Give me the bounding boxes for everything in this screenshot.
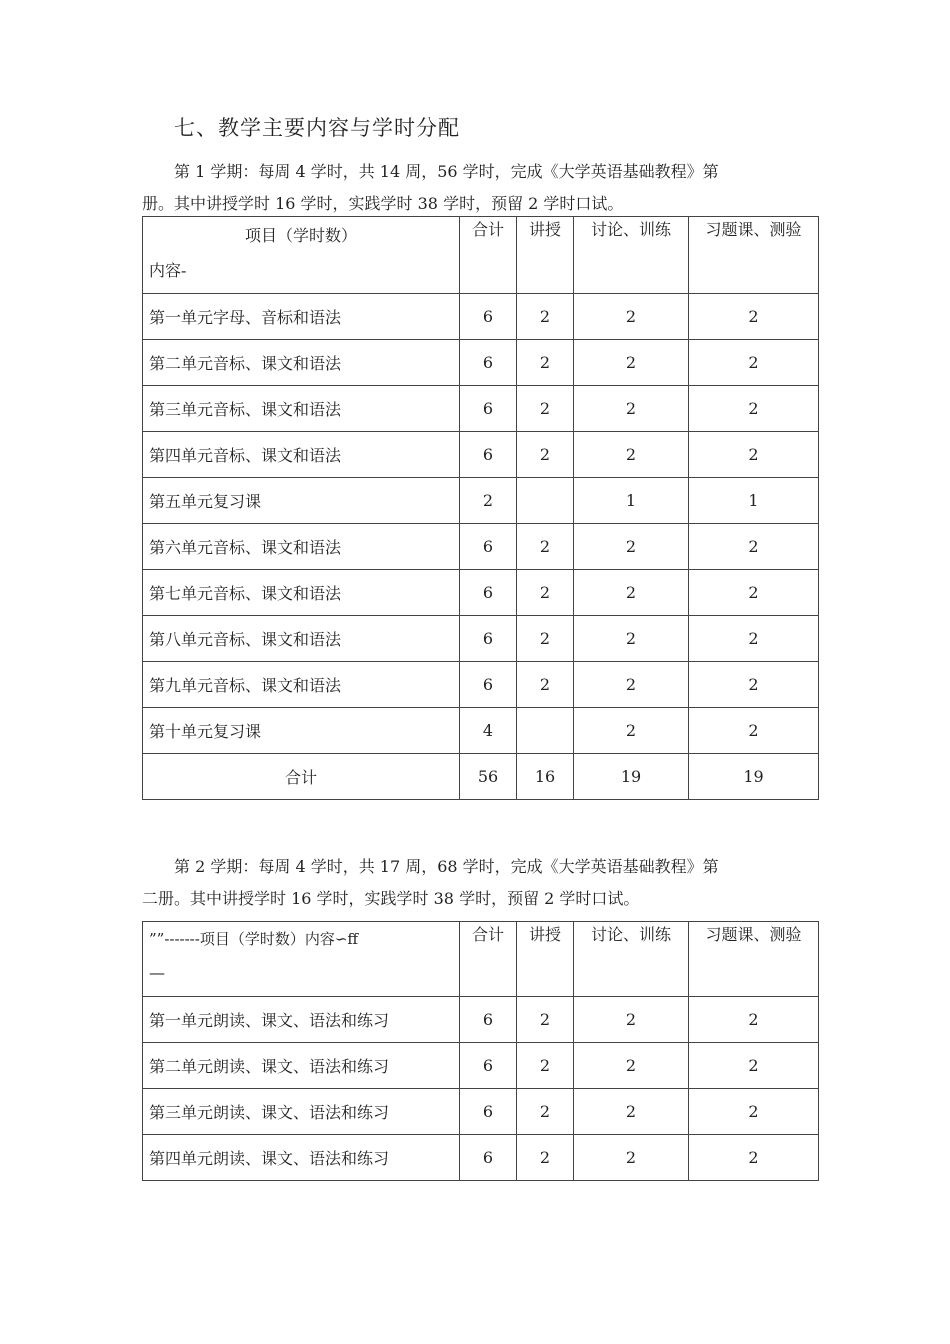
row-exercise: 2 xyxy=(689,432,819,478)
row-lecture: 2 xyxy=(517,432,574,478)
row-exercise: 2 xyxy=(689,1043,819,1089)
semester1-intro-line2: 册。其中讲授学时 16 学时，实践学时 38 学时，预留 2 学时口试。 xyxy=(142,194,624,213)
row-total: 6 xyxy=(460,1043,517,1089)
row-total: 6 xyxy=(460,524,517,570)
header-item-cell xyxy=(143,217,460,294)
header2-total: 合计 xyxy=(460,922,517,997)
semester2-intro-line1 xyxy=(142,851,822,883)
row-content: 第二单元朗读、课文、语法和练习 xyxy=(143,1043,460,1089)
header-lecture: 讲授 xyxy=(517,217,574,294)
row-content: 第八单元音标、课文和语法 xyxy=(143,616,460,662)
header2-item-line2: — xyxy=(149,963,165,982)
sum-discussion: 19 xyxy=(574,754,689,800)
row-exercise: 2 xyxy=(689,524,819,570)
semester1-sum-row xyxy=(143,754,819,800)
semester2-intro xyxy=(142,851,822,915)
row-discussion: 2 xyxy=(574,708,689,754)
row-exercise: 2 xyxy=(689,997,819,1043)
semester2-table xyxy=(142,921,819,1181)
row-exercise: 2 xyxy=(689,386,819,432)
header-exercise: 习题课、测验 xyxy=(689,217,819,294)
row-content: 第五单元复习课 xyxy=(143,478,460,524)
row-total: 6 xyxy=(460,1135,517,1181)
row-exercise: 2 xyxy=(689,1089,819,1135)
semester1-body xyxy=(143,294,819,754)
header2-discussion: 讨论、训练 xyxy=(574,922,689,997)
row-content: 第一单元字母、音标和语法 xyxy=(143,294,460,340)
row-lecture: 2 xyxy=(517,386,574,432)
row-content: 第七单元音标、课文和语法 xyxy=(143,570,460,616)
table-row xyxy=(143,478,819,524)
row-exercise: 2 xyxy=(689,708,819,754)
sum-label: 合计 xyxy=(143,754,460,800)
row-total: 6 xyxy=(460,340,517,386)
table-row xyxy=(143,1089,819,1135)
table-row xyxy=(143,708,819,754)
row-total: 6 xyxy=(460,1089,517,1135)
row-content: 第三单元音标、课文和语法 xyxy=(143,386,460,432)
table-row xyxy=(143,570,819,616)
row-discussion: 2 xyxy=(574,1089,689,1135)
header-item-line2: 内容- xyxy=(149,261,187,280)
row-content: 第二单元音标、课文和语法 xyxy=(143,340,460,386)
header-item-line1: 项目（学时数） xyxy=(244,226,357,245)
header2-lecture: 讲授 xyxy=(517,922,574,997)
row-lecture: 2 xyxy=(517,1043,574,1089)
row-content: 第九单元音标、课文和语法 xyxy=(143,662,460,708)
row-lecture: 2 xyxy=(517,294,574,340)
row-lecture xyxy=(517,478,574,524)
table-row xyxy=(143,524,819,570)
row-exercise: 2 xyxy=(689,662,819,708)
row-discussion: 2 xyxy=(574,386,689,432)
row-lecture: 2 xyxy=(517,1135,574,1181)
row-content: 第十单元复习课 xyxy=(143,708,460,754)
semester1-header-row xyxy=(143,217,819,294)
row-content: 第四单元音标、课文和语法 xyxy=(143,432,460,478)
row-discussion: 2 xyxy=(574,1135,689,1181)
table-row xyxy=(143,1043,819,1089)
row-lecture: 2 xyxy=(517,524,574,570)
row-discussion: 2 xyxy=(574,294,689,340)
row-discussion: 2 xyxy=(574,524,689,570)
row-lecture: 2 xyxy=(517,616,574,662)
header2-item-cell xyxy=(143,922,460,997)
row-total: 6 xyxy=(460,294,517,340)
table-row xyxy=(143,432,819,478)
row-lecture: 2 xyxy=(517,662,574,708)
row-discussion: 2 xyxy=(574,662,689,708)
row-discussion: 2 xyxy=(574,432,689,478)
row-exercise: 2 xyxy=(689,616,819,662)
table-row xyxy=(143,1135,819,1181)
row-discussion: 2 xyxy=(574,340,689,386)
semester2-body xyxy=(143,997,819,1181)
row-lecture: 2 xyxy=(517,340,574,386)
row-exercise: 2 xyxy=(689,570,819,616)
table-row xyxy=(143,340,819,386)
table-row xyxy=(143,386,819,432)
header-discussion: 讨论、训练 xyxy=(574,217,689,294)
row-lecture: 2 xyxy=(517,570,574,616)
row-total: 6 xyxy=(460,616,517,662)
semester1-intro xyxy=(142,156,822,220)
sum-total: 56 xyxy=(460,754,517,800)
row-lecture: 2 xyxy=(517,1089,574,1135)
semester2-intro-line2: 二册。其中讲授学时 16 学时，实践学时 38 学时，预留 2 学时口试。 xyxy=(142,889,640,908)
row-total: 4 xyxy=(460,708,517,754)
row-total: 6 xyxy=(460,570,517,616)
semester2-intro-line1-text: 第 2 学期：每周 4 学时，共 17 周，68 学时，完成《大学英语基础教程》第 xyxy=(174,857,719,876)
semester1-intro-line1-text: 第 1 学期：每周 4 学时，共 14 周，56 学时，完成《大学英语基础教程》第 xyxy=(174,162,719,181)
table-row xyxy=(143,662,819,708)
row-discussion: 2 xyxy=(574,616,689,662)
semester1-table xyxy=(142,216,819,800)
section-heading: 七、教学主要内容与学时分配 xyxy=(174,116,460,140)
row-content: 第一单元朗读、课文、语法和练习 xyxy=(143,997,460,1043)
row-lecture xyxy=(517,708,574,754)
row-exercise: 2 xyxy=(689,340,819,386)
row-content: 第六单元音标、课文和语法 xyxy=(143,524,460,570)
header-total: 合计 xyxy=(460,217,517,294)
row-lecture: 2 xyxy=(517,997,574,1043)
row-total: 2 xyxy=(460,478,517,524)
row-total: 6 xyxy=(460,997,517,1043)
row-content: 第三单元朗读、课文、语法和练习 xyxy=(143,1089,460,1135)
sum-exercise: 19 xyxy=(689,754,819,800)
semester2-header-row xyxy=(143,922,819,997)
row-total: 6 xyxy=(460,662,517,708)
row-exercise: 2 xyxy=(689,294,819,340)
row-exercise: 2 xyxy=(689,1135,819,1181)
sum-lecture: 16 xyxy=(517,754,574,800)
row-discussion: 1 xyxy=(574,478,689,524)
table-row xyxy=(143,997,819,1043)
header2-item-line1: ””-------项目（学时数）内容∽ff xyxy=(149,930,359,948)
row-content: 第四单元朗读、课文、语法和练习 xyxy=(143,1135,460,1181)
row-total: 6 xyxy=(460,432,517,478)
table-row xyxy=(143,294,819,340)
row-discussion: 2 xyxy=(574,1043,689,1089)
row-total: 6 xyxy=(460,386,517,432)
row-discussion: 2 xyxy=(574,997,689,1043)
table-row xyxy=(143,616,819,662)
row-discussion: 2 xyxy=(574,570,689,616)
row-exercise: 1 xyxy=(689,478,819,524)
semester1-intro-line1 xyxy=(142,156,822,188)
header2-exercise: 习题课、测验 xyxy=(689,922,819,997)
